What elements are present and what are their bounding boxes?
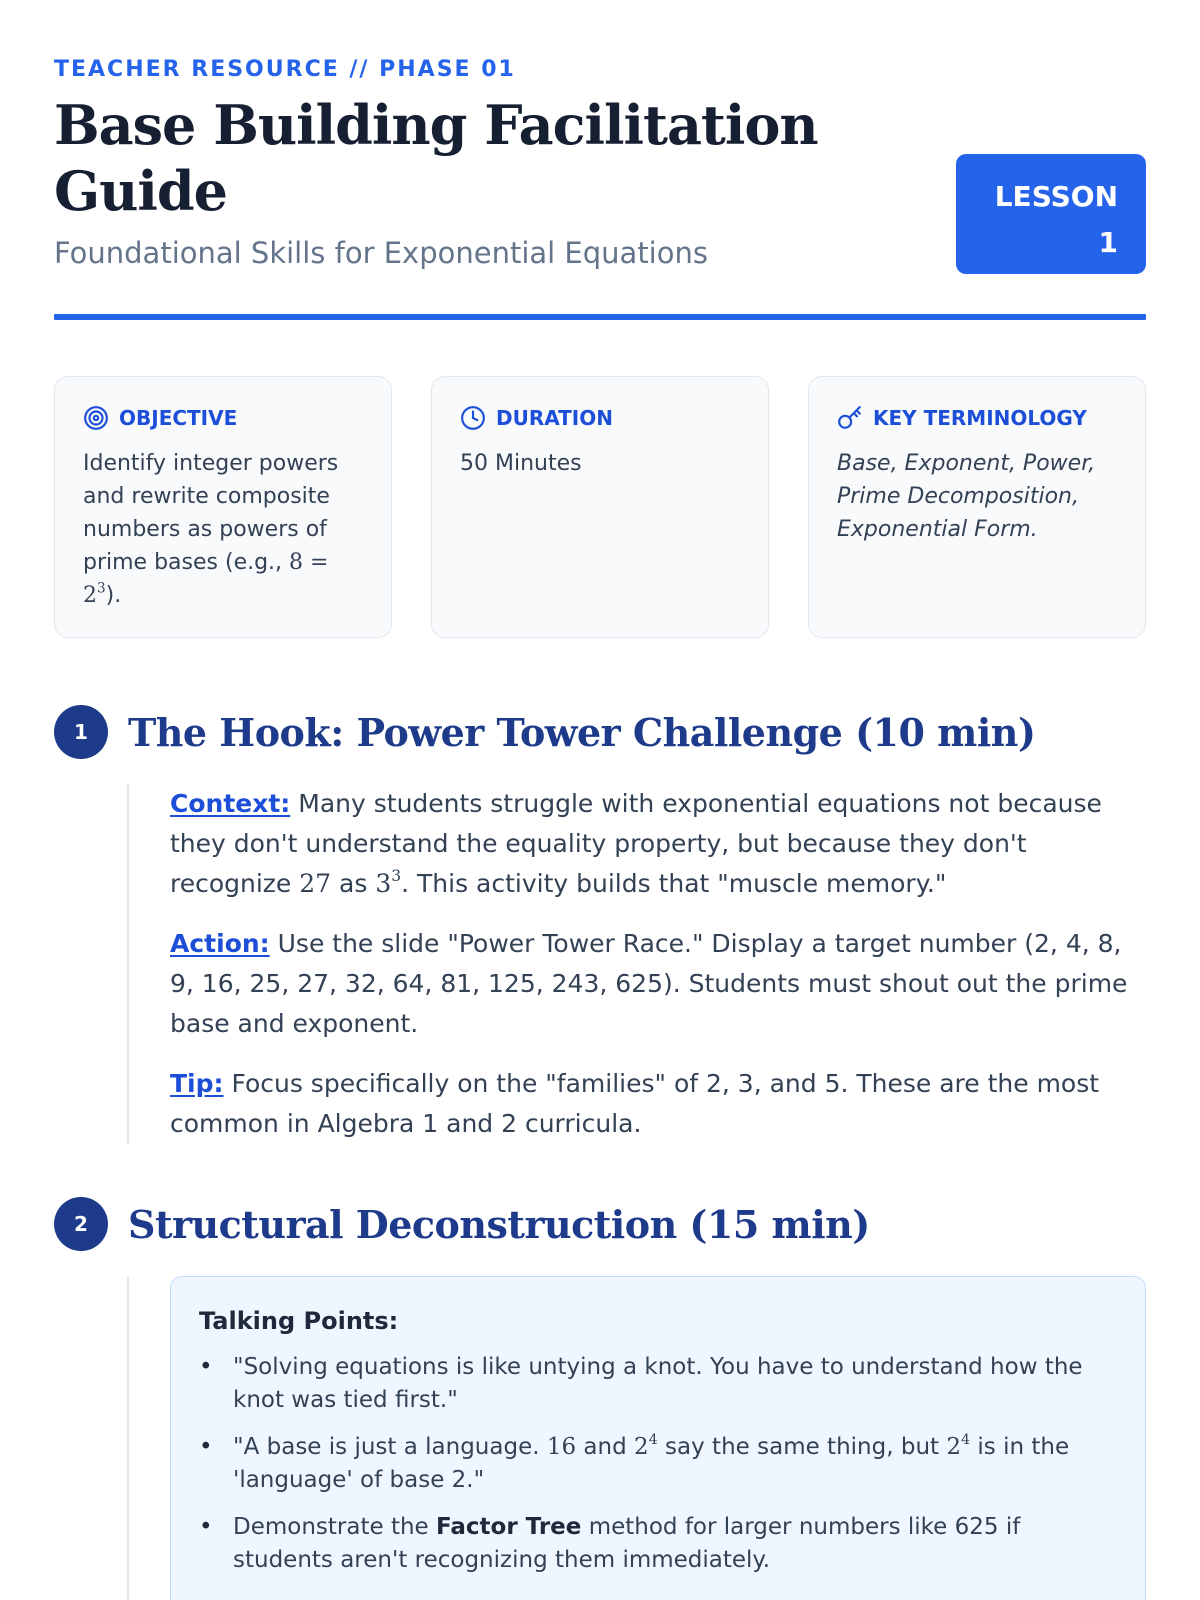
tip-link[interactable]: Tip: <box>170 1069 224 1098</box>
context-text: Many students struggle with exponential equations not because they don't understand the equality property, but because they don't recognize <box>170 789 1102 898</box>
objective-text <box>83 447 365 612</box>
page-subtitle: Foundational Skills for Exponential Equations <box>54 236 708 270</box>
section-header <box>54 1196 1146 1252</box>
context-text: as <box>331 869 376 898</box>
action-text: Use the slide "Power Tower Race." Display a target number (2, 4, 8, 9, 16, 25, 27, 32, 64, 81, 125, 243, 625). Students must shout out the prime base and exponent. <box>170 929 1128 1038</box>
objective-heading: OBJECTIVE <box>119 406 238 430</box>
section-number-badge: 1 <box>54 705 108 759</box>
list-item <box>199 1351 1117 1417</box>
tip-paragraph <box>170 1064 1146 1144</box>
section-number-badge: 2 <box>54 1197 108 1251</box>
list-item-text: method for larger numbers like 625 if students aren't recognizing them immediately. <box>233 1514 1021 1573</box>
section-title: Structural Deconstruction (15 min) <box>128 1201 870 1247</box>
tip-text: Focus specifically on the "families" of 2, 3, and 5. These are the most common in Algebra 1 and 2 curricula. <box>170 1069 1100 1138</box>
clock-icon <box>460 405 486 431</box>
math-base: 2 <box>946 1434 961 1460</box>
section-body <box>127 1276 1146 1600</box>
context-math-base: 3 <box>375 869 392 898</box>
math-power <box>946 1434 970 1460</box>
list-item <box>199 1511 1117 1577</box>
talking-points-heading: Talking Points: <box>199 1307 399 1335</box>
context-paragraph <box>170 784 1146 904</box>
math-16: 16 <box>546 1434 577 1460</box>
section-header <box>54 704 1146 760</box>
objective-card <box>54 376 392 638</box>
objective-text-main: Identify integer powers and rewrite composite numbers as powers of prime bases (e.g., <box>83 451 339 575</box>
objective-math-base: 8 = 2 <box>83 550 329 608</box>
eyebrow-label: TEACHER RESOURCE // PHASE 01 <box>54 57 516 82</box>
bullet-icon: • <box>199 1434 213 1460</box>
list-item-text: "A base is just a language. <box>233 1434 547 1460</box>
context-math-exp: 3 <box>391 867 402 886</box>
math-power <box>634 1434 658 1460</box>
list-item-text: is in the 'language' of base 2." <box>233 1434 1070 1493</box>
section-body <box>127 784 1146 1144</box>
talking-points-callout <box>170 1276 1146 1600</box>
action-paragraph <box>170 924 1146 1044</box>
list-item-text: and <box>576 1434 635 1460</box>
context-math-27: 27 <box>299 869 332 898</box>
bullet-icon: • <box>199 1514 213 1540</box>
list-item <box>199 1431 1117 1497</box>
action-link[interactable]: Action: <box>170 929 270 958</box>
objective-card-header <box>83 405 365 431</box>
section-title: The Hook: Power Tower Challenge (10 min) <box>128 709 1036 755</box>
math-exp: 4 <box>648 1432 658 1449</box>
list-item-text: "Solving equations is like untying a knot. You have to understand how the knot was tied first." <box>233 1354 1083 1413</box>
duration-card-header <box>460 405 742 431</box>
page-header <box>54 0 1146 322</box>
list-item-text: say the same thing, but <box>657 1434 947 1460</box>
duration-text: 50 Minutes <box>460 451 582 476</box>
context-math-power <box>375 869 401 898</box>
context-text: . This activity builds that "muscle memory." <box>401 869 947 898</box>
page-title: Base Building Facilitation Guide <box>54 93 818 223</box>
duration-heading: DURATION <box>496 406 613 430</box>
terminology-card <box>808 376 1146 638</box>
list-item-text: Demonstrate the <box>233 1514 437 1540</box>
duration-card <box>431 376 769 638</box>
terminology-card-header <box>837 405 1119 431</box>
objective-text-end: ). <box>105 583 122 608</box>
math-base: 2 <box>634 1434 649 1460</box>
key-icon <box>837 405 863 431</box>
math-exp: 4 <box>961 1432 971 1449</box>
lesson-badge <box>956 154 1146 274</box>
terminology-text: Base, Exponent, Power, Prime Decomposition, Exponential Form. <box>837 451 1096 542</box>
lesson-badge-label: LESSON <box>994 180 1118 213</box>
objective-math-exp: 3 <box>97 580 106 597</box>
factor-tree-term: Factor Tree <box>436 1514 582 1540</box>
lesson-badge-number: 1 <box>1098 226 1118 259</box>
info-cards <box>54 376 1146 638</box>
talking-points-list <box>199 1351 1117 1577</box>
header-divider <box>54 314 1146 320</box>
context-link[interactable]: Context: <box>170 789 291 818</box>
target-icon <box>83 405 109 431</box>
section-deconstruction <box>54 1196 1146 1600</box>
section-hook <box>54 704 1146 1144</box>
bullet-icon: • <box>199 1354 213 1380</box>
terminology-heading: KEY TERMINOLOGY <box>873 406 1087 430</box>
